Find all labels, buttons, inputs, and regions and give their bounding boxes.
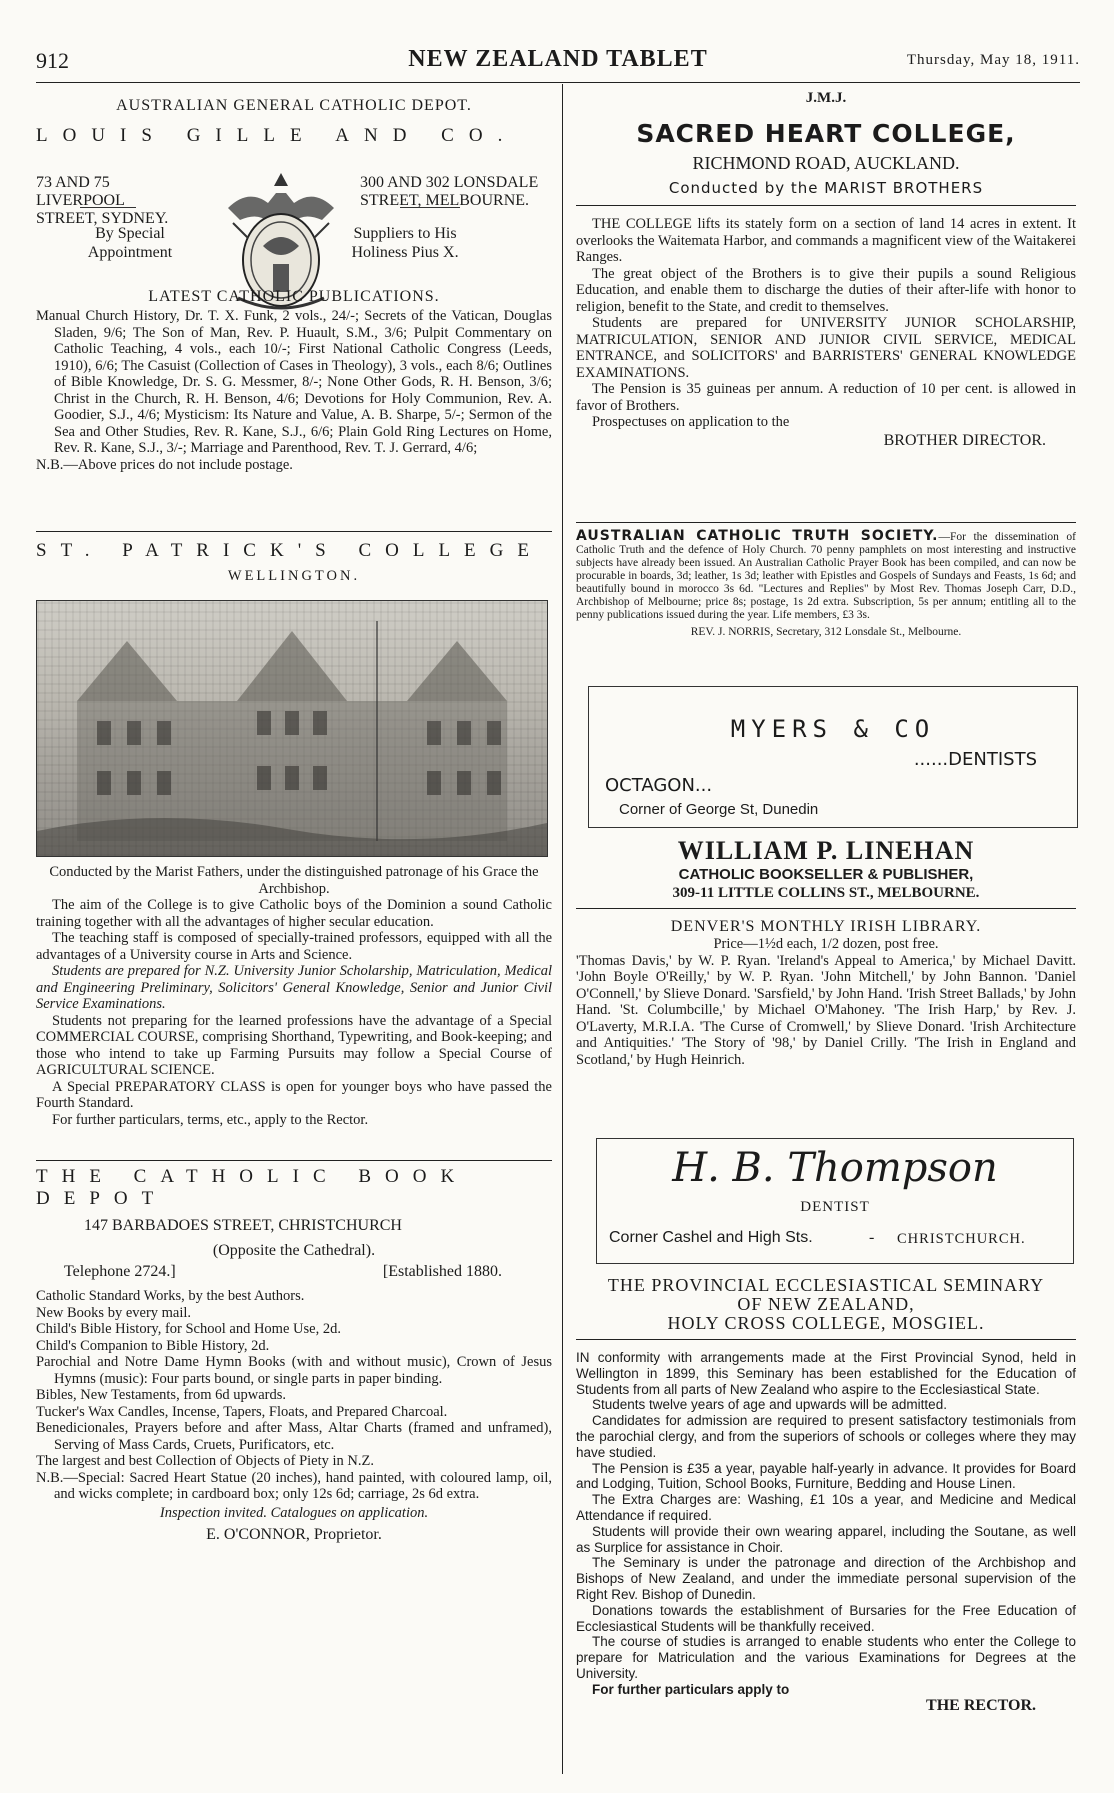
college-building-icon <box>37 601 547 856</box>
thompson-dash: - <box>869 1229 875 1246</box>
page-header <box>36 46 1080 80</box>
thompson-city: CHRISTCHURCH. <box>897 1231 1026 1247</box>
book-depot-proprietor: E. O'CONNOR, Proprietor. <box>206 1526 382 1543</box>
book-depot-item: Child's Companion to Bible History, 2d. <box>36 1337 270 1354</box>
book-depot-address: 147 BARBADOES STREET, CHRISTCHURCH <box>84 1217 402 1234</box>
thompson-dentist: DENTIST <box>800 1199 870 1215</box>
seminary-heading3: HOLY CROSS COLLEGE, MOSGIEL. <box>667 1313 985 1333</box>
truth-society-heading: AUSTRALIAN CATHOLIC TRUTH SOCIETY. <box>576 528 939 544</box>
st-patricks-p1: Conducted by the Marist Fathers, under the distinguished patronage of his Grace the Archbishop. <box>49 864 539 897</box>
book-depot-item: Catholic Standard Works, by the best Authors. <box>36 1288 305 1304</box>
st-patricks-p2: The aim of the College is to give Catholic boys of the Dominion a sound Catholic training together with all the advantages of higher secular education. <box>36 897 552 930</box>
publications-heading: LATEST CATHOLIC PUBLICATIONS. <box>148 288 440 305</box>
linehan-name: WILLIAM P. LINEHAN <box>677 836 975 865</box>
suppliers-text: Suppliers to His Holiness Pius X. <box>351 225 459 261</box>
book-depot-opposite: (Opposite the Cathedral). <box>212 1242 376 1259</box>
seminary-rector: THE RECTOR. <box>926 1696 1036 1714</box>
sacred-heart-p3: Students are prepared for UNIVERSITY JUNIOR SCHOLARSHIP, MATRICULATION, SENIOR AND JUNIOR CIVIL SERVICE, MEDICAL ENTRANCE, and SOLICITORS' and BARRISTERS' GENERAL KNOWLEDGE EXAMINATIONS. <box>576 315 1076 381</box>
truth-society-advert <box>576 530 1076 639</box>
linehan-price: Price—1½d each, 1/2 dozen, post free. <box>713 936 939 952</box>
book-depot-item: Child's Bible History, for School and Home Use, 2d. <box>36 1321 341 1337</box>
myers-octagon: OCTAGON... <box>605 775 713 796</box>
st-patricks-advert <box>36 540 552 585</box>
seminary-p8: Donations towards the establishment of Bursaries for the Free Education of Ecclesiastical Students will be thankfully received. <box>576 1602 1076 1634</box>
section-rule <box>576 205 1076 206</box>
sacred-heart-advert <box>576 90 1076 450</box>
thompson-advert <box>596 1138 1074 1264</box>
st-patricks-p7: For further particulars, terms, etc., apply to the Rector. <box>52 1111 369 1128</box>
book-depot-item: Tucker's Wax Candles, Incense, Tapers, Floats, and Prepared Charcoal. <box>36 1403 448 1420</box>
sacred-heart-road: RICHMOND ROAD, AUCKLAND. <box>692 153 960 173</box>
sacred-heart-p2: The great object of the Brothers is to give their pupils a sound Religious Education, and enable them to discharge the duties of their after-life with honor to religion, benefit to the State, and credit to themselves. <box>576 265 1076 315</box>
linehan-address: 309-11 LITTLE COLLINS ST., MELBOURNE. <box>672 885 980 901</box>
seminary-p3: Candidates for admission are required to present satisfactory testimonials from the parochial clergy, and from the superiors of schools or colleges where they may have studied. <box>576 1413 1076 1460</box>
st-patricks-heading: ST. PATRICK'S COLLEGE <box>36 540 543 561</box>
myers-corner: Corner of George St, Dunedin <box>619 801 819 818</box>
sacred-heart-director: BROTHER DIRECTOR. <box>883 431 1046 449</box>
st-patricks-body <box>36 864 552 1128</box>
sacred-heart-p5: Prospectuses on application to the <box>592 414 790 430</box>
depot-address-left: 73 AND 75 LIVERPOOL STREET, SYDNEY. <box>36 174 169 227</box>
book-depot-item: The largest and best Collection of Objects of Piety in N.Z. <box>36 1453 374 1469</box>
section-rule <box>36 531 552 532</box>
section-rule <box>576 522 1076 523</box>
jmj-monogram: J.M.J. <box>805 90 847 106</box>
st-patricks-p4: Students are prepared for N.Z. University Junior Scholarship, Matriculation, Medical and Engineering Preliminary, Solicitors' General Knowledge, Senior and Junior Civil Service Examinations. <box>36 963 552 1012</box>
section-rule <box>36 1160 552 1161</box>
myers-dentists: ......DENTISTS <box>913 749 1037 770</box>
st-patricks-p5: Students not preparing for the learned professions have the advantage of a Special COMMERCIAL COURSE, comprising Shorthand, Typewriting, and Book-keeping; and those who intend to take up Farming Pursuits may follow a Special Course of AGRICULTURAL SCIENCE. <box>36 1012 552 1078</box>
header-rule <box>36 82 1080 83</box>
thompson-name: H. B. Thompson <box>672 1145 998 1191</box>
seminary-p4: The Pension is £35 a year, payable half-yearly in advance. It provides for Board and Lodging, Tuition, School Books, Furniture, Bedding and House Linen. <box>576 1460 1076 1492</box>
book-depot-item: N.B.—Special: Sacred Heart Statue (20 inches), hand painted, with coloured lamp, oil, and wicks complete; in cardboard box; only 12s 6d; carriage, 2s 6d extra. <box>36 1469 552 1502</box>
linehan-library: DENVER'S MONTHLY IRISH LIBRARY. <box>670 918 982 935</box>
st-patricks-p6: A Special PREPARATORY CLASS is open for younger boys who have passed the Fourth Standard. <box>36 1078 552 1111</box>
seminary-p6: Students will provide their own wearing apparel, including the Soutane, as well as Surplice for assistance in Choir. <box>576 1523 1076 1555</box>
truth-society-secretary: REV. J. NORRIS, Secretary, 312 Lonsdale St., Melbourne. <box>690 626 962 638</box>
linehan-titles: 'Thomas Davis,' by W. P. Ryan. 'Ireland's Appeal to America,' by Michael Davitt. 'John Boyle O'Reilly,' by W. P. Ryan. 'John Mitchell,' by John Bannon. 'Daniel O'Connell,' by Slieve Donard. 'Sarsfield,' by John Hand. 'Irish Street Ballads,' by John Hand. 'St. Columbcille,' by Michael O'Mahoney. 'The Irish Harp,' by Rev. J. O'Laverty, M.R.I.A. 'The Curse of Cromwell,' by Slieve Donard. 'Irish Architecture and Antiquities.' 'The Story of '98,' by Daniel Crilly. 'The Irish in England and Scotland,' by Hugh Heinrich. <box>576 952 1076 1068</box>
newspaper-title: NEW ZEALAND TABLET <box>408 46 708 72</box>
seminary-advert <box>576 1276 1076 1713</box>
sacred-heart-p4: The Pension is 35 guineas per annum. A reduction of 10 per cent. is allowed in favor of Brothers. <box>576 381 1076 414</box>
seminary-p2: Students twelve years of age and upwards will be admitted. <box>592 1397 947 1413</box>
st-patricks-place: WELLINGTON. <box>227 568 361 584</box>
depot-heading: AUSTRALIAN GENERAL CATHOLIC DEPOT. <box>116 97 472 114</box>
book-depot-item: New Books by every mail. <box>36 1304 192 1321</box>
ornament-rule-right <box>400 207 460 208</box>
issue-date: Thursday, May 18, 1911. <box>906 52 1080 68</box>
depot-advert <box>36 96 552 147</box>
section-rule <box>576 1339 1076 1340</box>
book-depot-list <box>36 1288 552 1503</box>
seminary-heading2: OF NEW ZEALAND, <box>737 1294 915 1314</box>
depot-firm: LOUIS GILLE AND CO. <box>36 125 518 146</box>
linehan-tagline: CATHOLIC BOOKSELLER & PUBLISHER, <box>678 866 974 883</box>
postage-note: N.B.—Above prices do not include postage. <box>36 456 293 473</box>
publications-block <box>36 287 552 473</box>
special-appointment: By Special Appointment <box>87 225 173 261</box>
thompson-corner: Corner Cashel and High Sts. <box>609 1229 813 1246</box>
sacred-heart-conducted: Conducted by the MARIST BROTHERS <box>668 179 984 197</box>
seminary-p5: The Extra Charges are: Washing, £1 10s a year, and Medicine and Medical Attendance if required. <box>576 1492 1076 1523</box>
book-depot-established: [Established 1880. <box>382 1263 502 1280</box>
book-depot-item: Bibles, New Testaments, from 6d upwards. <box>36 1387 287 1403</box>
myers-name: MYERS & CO <box>730 715 936 743</box>
seminary-p9: The course of studies is arranged to enable students who enter the College to prepare for Matriculation and the various Examinations for Degrees at the University. <box>576 1634 1076 1681</box>
book-depot-item: Benedicionales, Prayers before and after Mass, Altar Charts (framed and unframed), Serving of Mass Cards, Cruets, Purificators, etc. <box>36 1420 552 1453</box>
seminary-heading1: THE PROVINCIAL ECCLESIASTICAL SEMINARY <box>607 1275 1045 1295</box>
book-depot-heading: THE CATHOLIC BOOK DEPOT <box>36 1166 469 1209</box>
truth-society-text: —For the dissemination of Catholic Truth and the defence of Holy Church. 70 penny pamphlets on most interesting and instructive subjects have already been issued. An Australian Catholic Prayer Book has been compiled, and can now be procurable in boards, 3d; leather, 1s 3d; leather with Epistles and Gospels of Sundays and Feasts, 1s 6d; and beautifully bound in morocco 3s 6d. "Lectures and Replies" by Most Rev. Thomas Joseph Carr, D.D., Archbishop of Melbourne; price 8s; postage, 1s 2d extra. Subscription, 5s per annum; entitling all to the penny publications issued during the year. Life members, £3 3s. <box>576 531 1076 621</box>
book-depot-invite: Inspection invited. Catalogues on application. <box>159 1504 429 1521</box>
section-rule <box>576 908 1076 909</box>
page-number: 912 <box>36 48 69 73</box>
book-depot-telephone: Telephone 2724.] <box>64 1263 176 1280</box>
publications-list: Manual Church History, Dr. T. X. Funk, 2 vols., 24/-; Secrets of the Vatican, Douglas Sladen, 9/6; The Son of Man, Rev. P. Huault, S.M., 3/6; Pulpit Commentary on Catholic Teaching, 4 vols., each 10/-; First National Catholic Congress (Leeds, 1910), 6/6; The Casuist (Collection of Cases in Theology), 3 vols., each 8/6; Outlines of Bible Knowledge, Dr. S. G. Messmer, 8/-; None Other Gods, R. H. Benson, 3/6; Christ in the Church, R. H. Benson, 4/6; Devotions for Holy Communion, Rev. A. Goodier, S.J., 4/6; Mysticism: Its Nature and Value, A. B. Sharpe, 5/-; Sermon of the Sea and Other Studies, Rev. R. Kane, S.J., 6/6; Plain Gold Ring Lectures on Home, Rev. R. Kane, S.J., 3/-; Marriage and Parenthood, Rev. T. J. Gerrard, 4/6; <box>36 308 552 456</box>
ornament-rule-left <box>80 207 136 208</box>
book-depot-item: Parochial and Notre Dame Hymn Books (with and without music), Crown of Jesus Hymns (music): Four parts bound, or single parts in paper binding. <box>36 1354 552 1387</box>
st-patricks-p3: The teaching staff is composed of specially-trained professors, equipped with all the advantages of a University course in Arts and Science. <box>36 930 552 963</box>
depot-address-right: 300 AND 302 LONSDALE STREET, MELBOURNE. <box>360 174 539 209</box>
seminary-p7: The Seminary is under the patronage and direction of the Archbishop and Bishops of New Zealand, and under the immediate personal supervision of the Right Rev. Bishop of Dunedin. <box>576 1555 1076 1602</box>
myers-advert <box>588 686 1078 828</box>
sacred-heart-p1: THE COLLEGE lifts its stately form on a section of land 14 acres in extent. It overlooks the Waitemata Harbor, and commands a magnificent view of the Waitakerei Ranges. <box>576 216 1076 265</box>
sacred-heart-heading: SACRED HEART COLLEGE, <box>636 119 1016 148</box>
college-photograph <box>36 600 548 857</box>
seminary-p10: For further particulars apply to <box>592 1681 790 1697</box>
seminary-p1: IN conformity with arrangements made at the First Provincial Synod, held in Wellington in 1899, this Seminary has been established for the Education of Students from all parts of New Zealand who aspire to the Ecclesiastical State. <box>576 1350 1076 1397</box>
book-depot-advert <box>36 1166 552 1544</box>
column-divider <box>562 84 563 1774</box>
linehan-advert <box>576 836 1076 1068</box>
